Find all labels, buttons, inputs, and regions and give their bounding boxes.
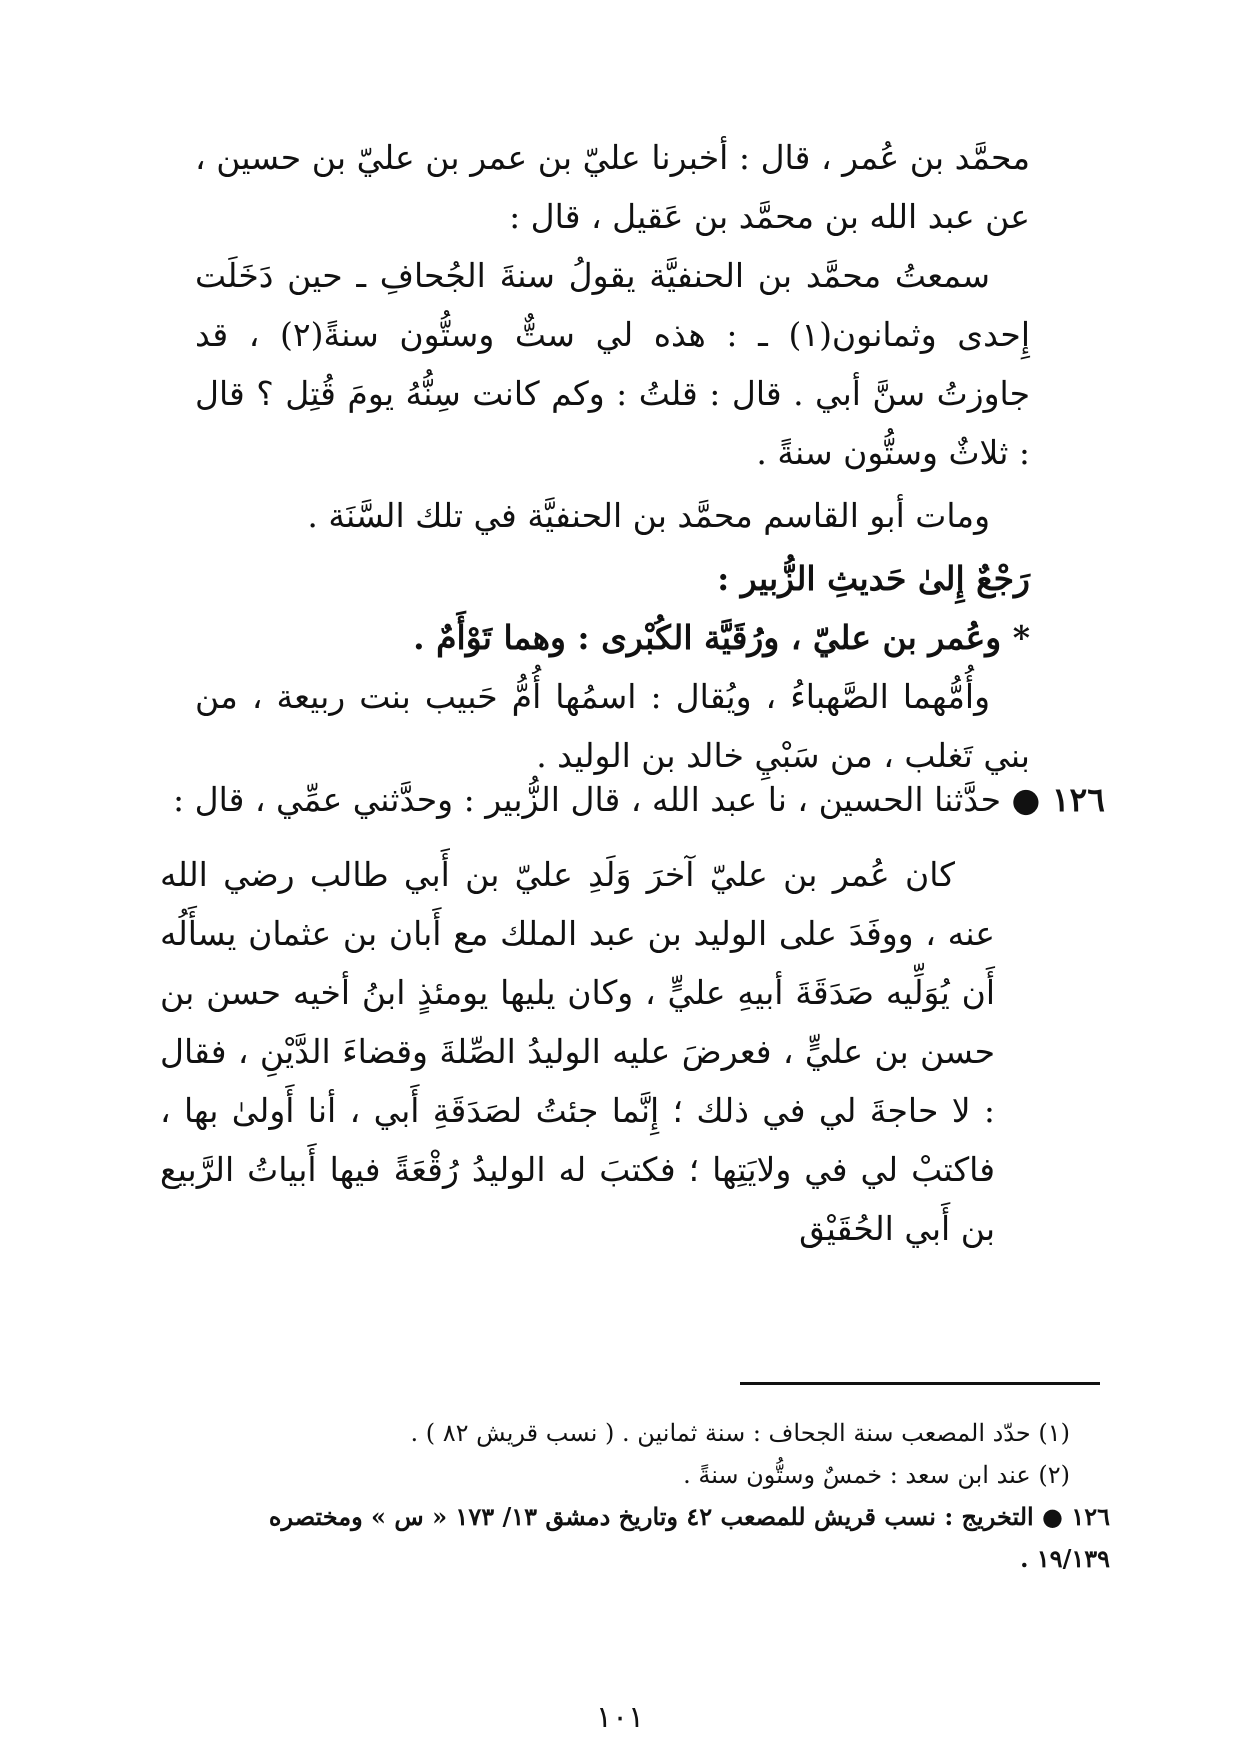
footnote-takhrij: ١٢٦ ● التخريج : نسب قريش للمصعب ٤٢ وتاريخ دمشق ١٣/ ١٧٣ « س » ومختصره ١٩/١٣٩ . — [268, 1502, 1110, 1573]
main-text-top — [195, 128, 1030, 785]
footnote-2: (٢) عند ابن سعد : خمسٌ وستُّون سنةً . — [683, 1461, 1070, 1489]
footnote-1: (١) حدّد المصعب سنة الجحاف : سنة ثمانين . ( نسب قريش ٨٢ ) . — [410, 1419, 1070, 1447]
hadith-isnad-line — [160, 770, 1105, 829]
paragraph-narration: سمعتُ محمَّد بن الحنفيَّة يقولُ سنةَ الجُحافِ ـ حين دَخَلَت إِحدى وثمانون(١) ـ : هذه لي ستٌّ وستُّون سنةً(٢) ، قد جاوزتُ سنَّ أبي . قال : قلتُ : وكم كانت سِنُّهُ يومَ قُتِل ؟ قال : ثلاثٌ وستُّون سنةً . — [195, 256, 1031, 472]
hadith-block — [160, 770, 1105, 1258]
hadith-number: ١٢٦ ● — [1011, 780, 1105, 819]
footnote-separator — [740, 1382, 1100, 1385]
footnotes — [190, 1412, 1110, 1580]
hadith-matn: كان عُمر بن عليّ آخرَ وَلَدِ عليّ بن أَبي طالب رضي الله عنه ، ووفَدَ على الوليد بن عبد الملك مع أَبان بن عثمان يسأَلُه أَن يُوَلِّيه صَدَقَةَ أبيهِ عليٍّ ، وكان يليها يومئذٍ ابنُ أخيه حسن بن حسن بن عليٍّ ، فعرضَ عليه الوليدُ الصِّلةَ وقضاءَ الدَّيْنِ ، فقال : لا حاجةَ لي في ذلك ؛ إِنَّما جئتُ لصَدَقَةِ أَبي ، أنا أَولىٰ بها ، فاكتبْ لي في ولايَتِها ؛ فكتبَ له الوليدُ رُقْعَةً فيها أَبياتُ الرَّبيع بن أَبي الحُقَيْق — [160, 855, 995, 1248]
hadith-isnad: حدَّثنا الحسين ، نا عبد الله ، قال الزُّبير : وحدَّثني عمِّي ، قال : — [172, 780, 1002, 819]
section-heading: رَجْعٌ إِلىٰ حَديثِ الزُّبير : — [717, 559, 1030, 598]
paragraph-mother: وأُمُّهما الصَّهباءُ ، ويُقال : اسمُها أُمُّ حَبيب بنت ربيعة ، من بني تَغلب ، من سَبْيِ خالد بن الوليد . — [195, 677, 1030, 775]
paragraph-death: ومات أبو القاسم محمَّد بن الحنفيَّة في تلك السَّنَة . — [307, 496, 990, 535]
entry-line: * وعُمر بن عليّ ، ورُقَيَّة الكُبْرى : وهما تَوْأَمٌ . — [413, 618, 1030, 657]
page-number: ١٠١ — [595, 1700, 645, 1735]
paragraph-isnad: محمَّد بن عُمر ، قال : أخبرنا عليّ بن عمر بن عليّ بن حسين ، عن عبد الله بن محمَّد بن عَقيل ، قال : — [195, 138, 1030, 236]
